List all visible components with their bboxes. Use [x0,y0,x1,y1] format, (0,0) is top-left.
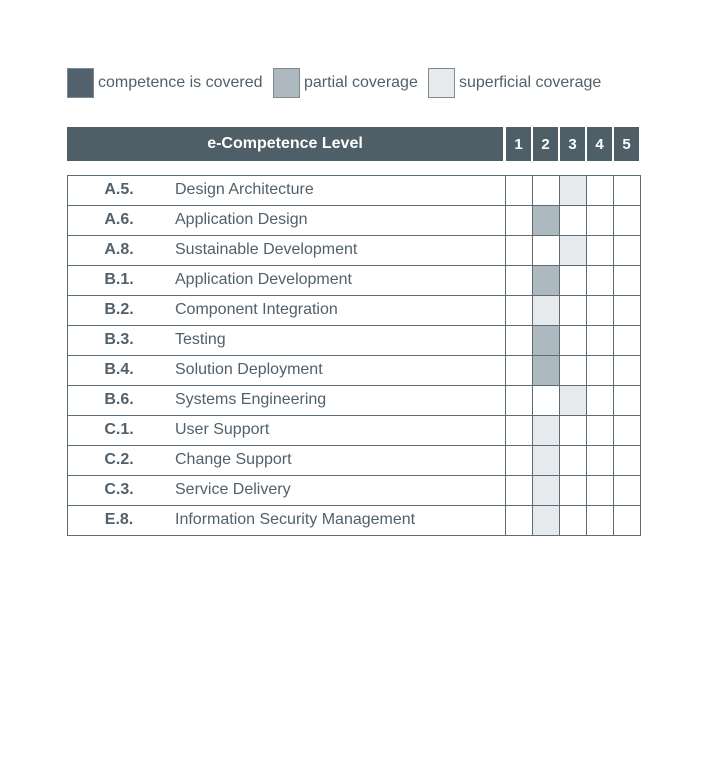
level-cell-5 [613,205,641,236]
level-cell-1 [505,205,533,236]
level-cell-5 [613,325,641,356]
level-cell-1 [505,385,533,416]
level-cell-2 [532,475,560,506]
competence-name: Design Architecture [175,181,314,198]
covered-swatch [67,68,94,98]
header-level-5: 5 [614,127,639,161]
level-cell-3 [559,415,587,446]
competence-code: C.2. [104,451,134,468]
competence-code: B.1. [104,271,134,288]
competence-code: B.3. [104,331,134,348]
level-cell-2 [532,505,560,536]
level-cell-2 [532,205,560,236]
superficial-swatch [428,68,455,98]
level-cell-1 [505,325,533,356]
competence-name: Sustainable Development [175,241,358,258]
competence-code: C.1. [104,421,134,438]
competence-code: A.5. [104,181,134,198]
legend-label: superficial coverage [459,74,602,91]
table-row [67,235,641,265]
level-cell-2 [532,325,560,356]
legend-label: competence is covered [98,74,263,91]
table-row [67,175,641,205]
level-cell-4 [586,475,614,506]
level-cell-1 [505,265,533,296]
level-cell-2 [532,235,560,266]
competence-code: C.3. [104,481,134,498]
level-cell-4 [586,175,614,206]
table-row [67,475,641,505]
table-row [67,355,641,385]
level-cell-2 [532,265,560,296]
table-row [67,445,641,475]
level-cell-1 [505,235,533,266]
level-cell-3 [559,445,587,476]
level-cell-4 [586,295,614,326]
level-cell-2 [532,175,560,206]
competence-code: A.8. [104,241,134,258]
level-cell-4 [586,445,614,476]
header-level-1: 1 [506,127,531,161]
legend-item-covered [67,67,263,99]
level-cell-1 [505,355,533,386]
level-cell-2 [532,385,560,416]
level-cell-4 [586,355,614,386]
level-cell-3 [559,325,587,356]
level-cell-5 [613,235,641,266]
level-cell-3 [559,475,587,506]
level-cell-1 [505,175,533,206]
level-cell-4 [586,235,614,266]
header-level-4: 4 [587,127,612,161]
competence-name: Application Development [175,271,352,288]
level-cell-2 [532,415,560,446]
competence-code: B.4. [104,361,134,378]
header-level-2: 2 [533,127,558,161]
table-row [67,385,641,415]
level-cell-4 [586,505,614,536]
competence-code: E.8. [104,511,134,528]
level-cell-4 [586,385,614,416]
table-row [67,265,641,295]
level-cell-5 [613,505,641,536]
competence-name: Testing [175,331,226,348]
competence-name: Application Design [175,211,308,228]
level-cell-1 [505,475,533,506]
level-cell-3 [559,295,587,326]
level-cell-1 [505,415,533,446]
competence-code: A.6. [104,211,134,228]
level-cell-1 [505,295,533,326]
level-cell-5 [613,355,641,386]
level-cell-3 [559,385,587,416]
legend-item-partial [273,67,418,99]
level-cell-3 [559,205,587,236]
level-cell-5 [613,295,641,326]
level-cell-5 [613,265,641,296]
level-cell-4 [586,325,614,356]
table-row [67,415,641,445]
competence-name: User Support [175,421,270,438]
competence-name: Component Integration [175,301,338,318]
level-cell-4 [586,415,614,446]
level-cell-5 [613,385,641,416]
level-cell-2 [532,355,560,386]
competence-name: Service Delivery [175,481,291,498]
competence-name: Change Support [175,451,292,468]
level-cell-2 [532,445,560,476]
competence-name: Information Security Management [175,511,416,528]
table-row [67,205,641,235]
level-cell-1 [505,445,533,476]
level-cell-3 [559,355,587,386]
level-cell-4 [586,265,614,296]
level-cell-5 [613,415,641,446]
level-cell-3 [559,235,587,266]
level-cell-5 [613,175,641,206]
level-cell-3 [559,265,587,296]
header-level-3: 3 [560,127,585,161]
level-cell-2 [532,295,560,326]
competence-name: Solution Deployment [175,361,323,378]
level-cell-5 [613,475,641,506]
level-cell-3 [559,505,587,536]
level-cell-5 [613,445,641,476]
legend-label: partial coverage [304,74,418,91]
competence-code: B.6. [104,391,134,408]
competence-table [67,175,641,535]
partial-swatch [273,68,300,98]
competence-name: Systems Engineering [175,391,327,408]
header-title: e-Competence Level [67,127,503,161]
competence-code: B.2. [104,301,134,318]
legend-item-superficial [428,67,601,99]
table-row [67,325,641,355]
table-row [67,295,641,325]
level-cell-3 [559,175,587,206]
table-row [67,505,641,535]
level-cell-4 [586,205,614,236]
level-cell-1 [505,505,533,536]
